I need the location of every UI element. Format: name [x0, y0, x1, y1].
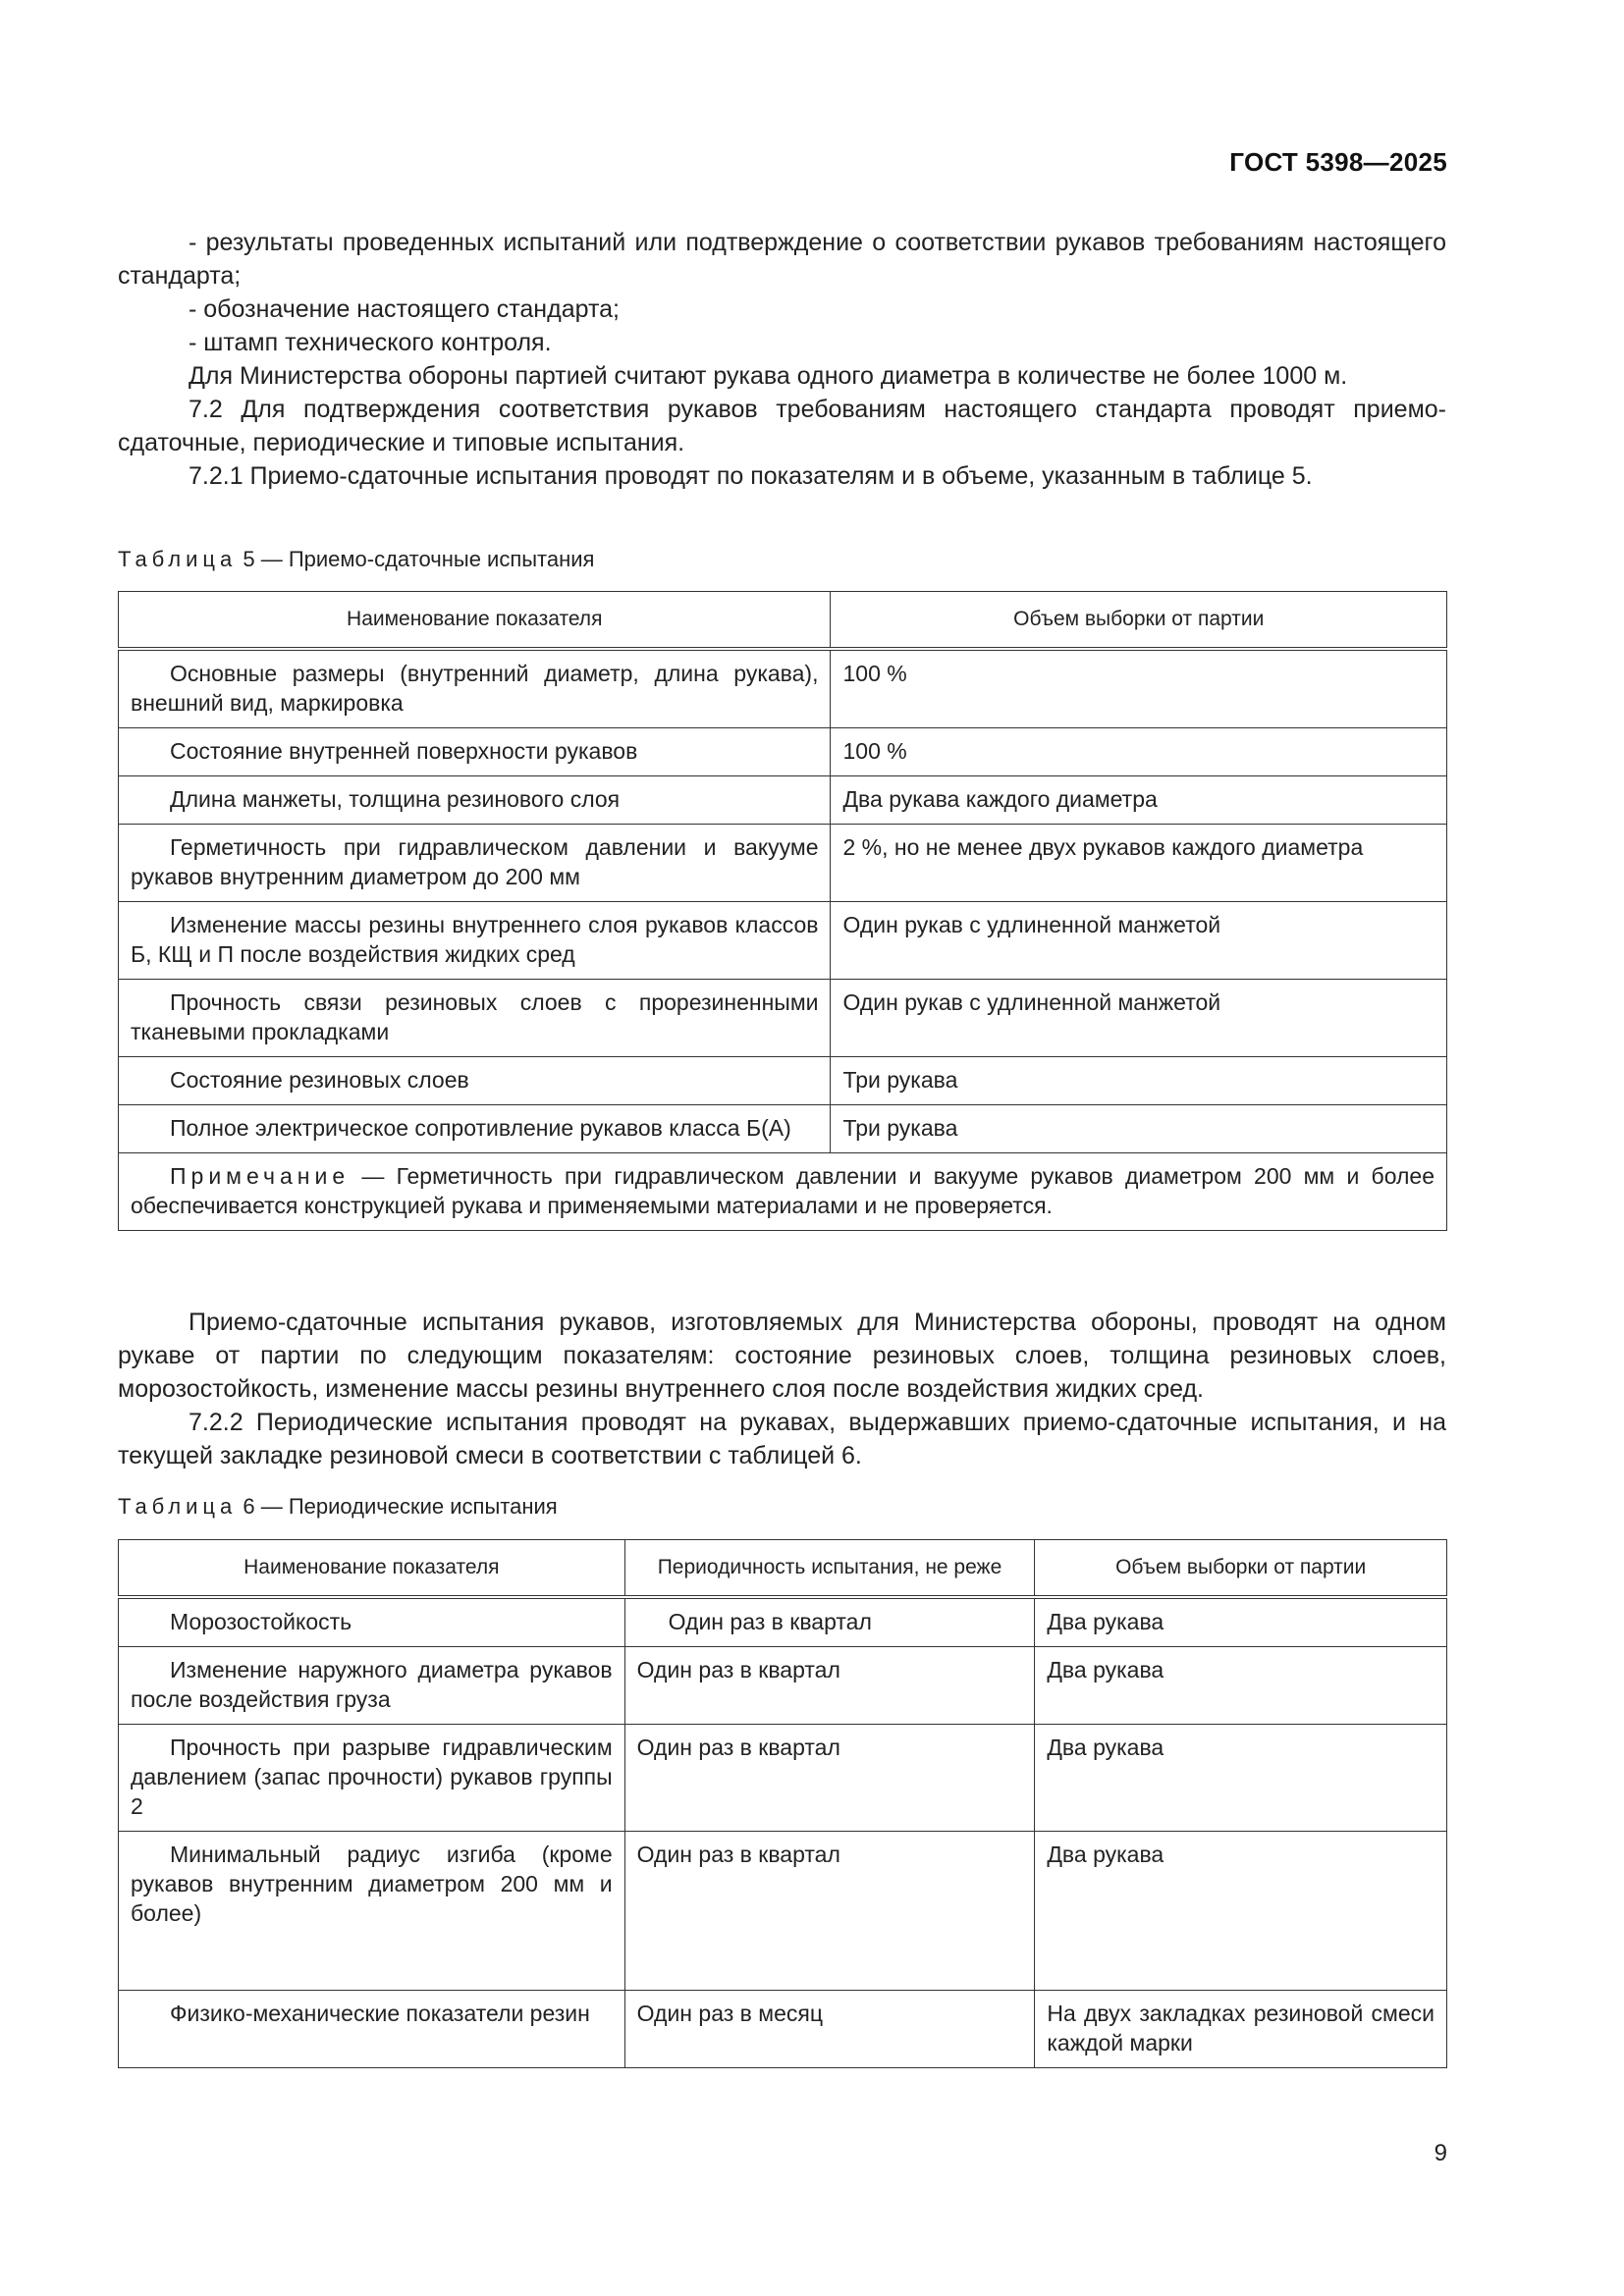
sample-cell: 100 %	[831, 728, 1447, 776]
table-row	[119, 1832, 1447, 1991]
indicator-cell: Полное электрическое сопротивление рукавов класса Б(А)	[119, 1105, 831, 1153]
table6-caption	[118, 1494, 558, 1520]
table6-caption-word: Таблица	[118, 1494, 238, 1519]
table-row	[119, 1991, 1447, 2068]
indicator-cell: Состояние внутренней поверхности рукавов	[119, 728, 831, 776]
sample-cell: Два рукава	[1035, 1832, 1447, 1991]
indicator-cell: Прочность при разрыве гидравлическим давлением (запас прочности) рукавов группы 2	[119, 1725, 625, 1832]
sample-cell: Три рукава	[831, 1057, 1447, 1105]
page-number: 9	[1434, 2140, 1447, 2166]
indicator-cell: Длина манжеты, толщина резинового слоя	[119, 776, 831, 825]
standard-header: ГОСТ 5398—2025	[1229, 147, 1447, 177]
sample-cell: Три рукава	[831, 1105, 1447, 1153]
table6-caption-title: 6 — Периодические испытания	[237, 1494, 558, 1519]
table-note-row	[119, 1153, 1447, 1231]
table-note	[119, 1153, 1447, 1231]
sample-cell: Один рукав с удлиненной манжетой	[831, 980, 1447, 1057]
paragraph: 7.2.2 Периодические испытания проводят на рукавах, выдержавших приемо-сдаточные испытания, и на текущей закладке резиновой смеси в соответствии с таблицей 6.	[118, 1409, 1446, 1469]
indicator-cell: Прочность связи резиновых слоев с прорезиненными тканевыми прокладками	[119, 980, 831, 1057]
sample-cell: 2 %, но не менее двух рукавов каждого диаметра	[831, 825, 1447, 902]
indicator-cell: Герметичность при гидравлическом давлении и вакууме рукавов внутренним диаметром до 200 мм	[119, 825, 831, 902]
column-header: Объем выборки от партии	[1035, 1540, 1447, 1598]
table5-caption-word: Таблица	[118, 547, 238, 571]
periodicity-cell: Один раз в квартал	[624, 1647, 1035, 1725]
sample-cell: Один рукав с удлиненной манжетой	[831, 902, 1447, 980]
column-header: Периодичность испытания, не реже	[624, 1540, 1035, 1598]
table5	[118, 591, 1447, 1231]
sample-cell: Два рукава	[1035, 1597, 1447, 1647]
paragraph: - результаты проведенных испытаний или подтверждение о соответствии рукавов требованиям настоящего стандарта;	[118, 229, 1446, 290]
table-header-row	[119, 1540, 1447, 1598]
periodicity-cell: Один раз в квартал	[624, 1832, 1035, 1991]
indicator-cell: Морозостойкость	[119, 1597, 625, 1647]
paragraph: - обозначение настоящего стандарта;	[189, 295, 620, 323]
table-row	[119, 1647, 1447, 1725]
periodicity-cell: Один раз в месяц	[624, 1991, 1035, 2068]
sample-cell: Два рукава	[1035, 1647, 1447, 1725]
table-row	[119, 1105, 1447, 1153]
table5-caption-title: 5 — Приемо-сдаточные испытания	[237, 547, 595, 571]
table-row	[119, 825, 1447, 902]
sample-cell: Два рукава	[1035, 1725, 1447, 1832]
indicator-cell: Физико-механические показатели резин	[119, 1991, 625, 2068]
intro-text	[118, 226, 1446, 493]
column-header: Наименование показателя	[119, 1540, 625, 1598]
sample-cell: Два рукава каждого диаметра	[831, 776, 1447, 825]
table5-caption	[118, 547, 594, 572]
sample-cell: 100 %	[831, 649, 1447, 728]
middle-text	[118, 1306, 1446, 1472]
table-row	[119, 1597, 1447, 1647]
table-row	[119, 1725, 1447, 1832]
table-row	[119, 649, 1447, 728]
table-header-row	[119, 592, 1447, 650]
table-row	[119, 776, 1447, 825]
periodicity-cell: Один раз в квартал	[624, 1597, 1035, 1647]
paragraph: Для Министерства обороны партией считают рукава одного диаметра в количестве не более 1000 м.	[189, 362, 1348, 390]
table-row	[119, 1057, 1447, 1105]
note-label: Примечание	[170, 1163, 351, 1189]
paragraph: 7.2 Для подтверждения соответствия рукавов требованиям настоящего стандарта проводят приемо-сдаточные, периодические и типовые испытания.	[118, 396, 1446, 456]
indicator-cell: Состояние резиновых слоев	[119, 1057, 831, 1105]
periodicity-cell: Один раз в квартал	[624, 1725, 1035, 1832]
table-row	[119, 980, 1447, 1057]
paragraph: - штамп технического контроля.	[189, 329, 552, 356]
indicator-cell: Изменение наружного диаметра рукавов после воздействия груза	[119, 1647, 625, 1725]
indicator-cell: Минимальный радиус изгиба (кроме рукавов внутренним диаметром 200 мм и более)	[119, 1832, 625, 1991]
sample-cell: На двух закладках резиновой смеси каждой марки	[1035, 1991, 1447, 2068]
table6	[118, 1539, 1447, 2068]
table-row	[119, 728, 1447, 776]
table-row	[119, 902, 1447, 980]
note-text: — Герметичность при гидравлическом давлении и вакууме рукавов диаметром 200 мм и более обеспечивается конструкцией рукава и применяемыми материалами и не проверяется.	[131, 1163, 1435, 1218]
paragraph: Приемо-сдаточные испытания рукавов, изготовляемых для Министерства обороны, проводят на одном рукаве от партии по следующим показателям: состояние резиновых слоев, толщина резиновых слоев, морозостойкость, изменение массы резины внутреннего слоя после воздействия жидких сред.	[118, 1308, 1446, 1403]
paragraph: 7.2.1 Приемо-сдаточные испытания проводят по показателям и в объеме, указанным в таблице 5.	[189, 462, 1313, 490]
indicator-cell: Изменение массы резины внутреннего слоя рукавов классов Б, КЩ и П после воздействия жидких сред	[119, 902, 831, 980]
column-header: Наименование показателя	[119, 592, 831, 650]
column-header: Объем выборки от партии	[831, 592, 1447, 650]
indicator-cell: Основные размеры (внутренний диаметр, длина рукава), внешний вид, маркировка	[119, 649, 831, 728]
